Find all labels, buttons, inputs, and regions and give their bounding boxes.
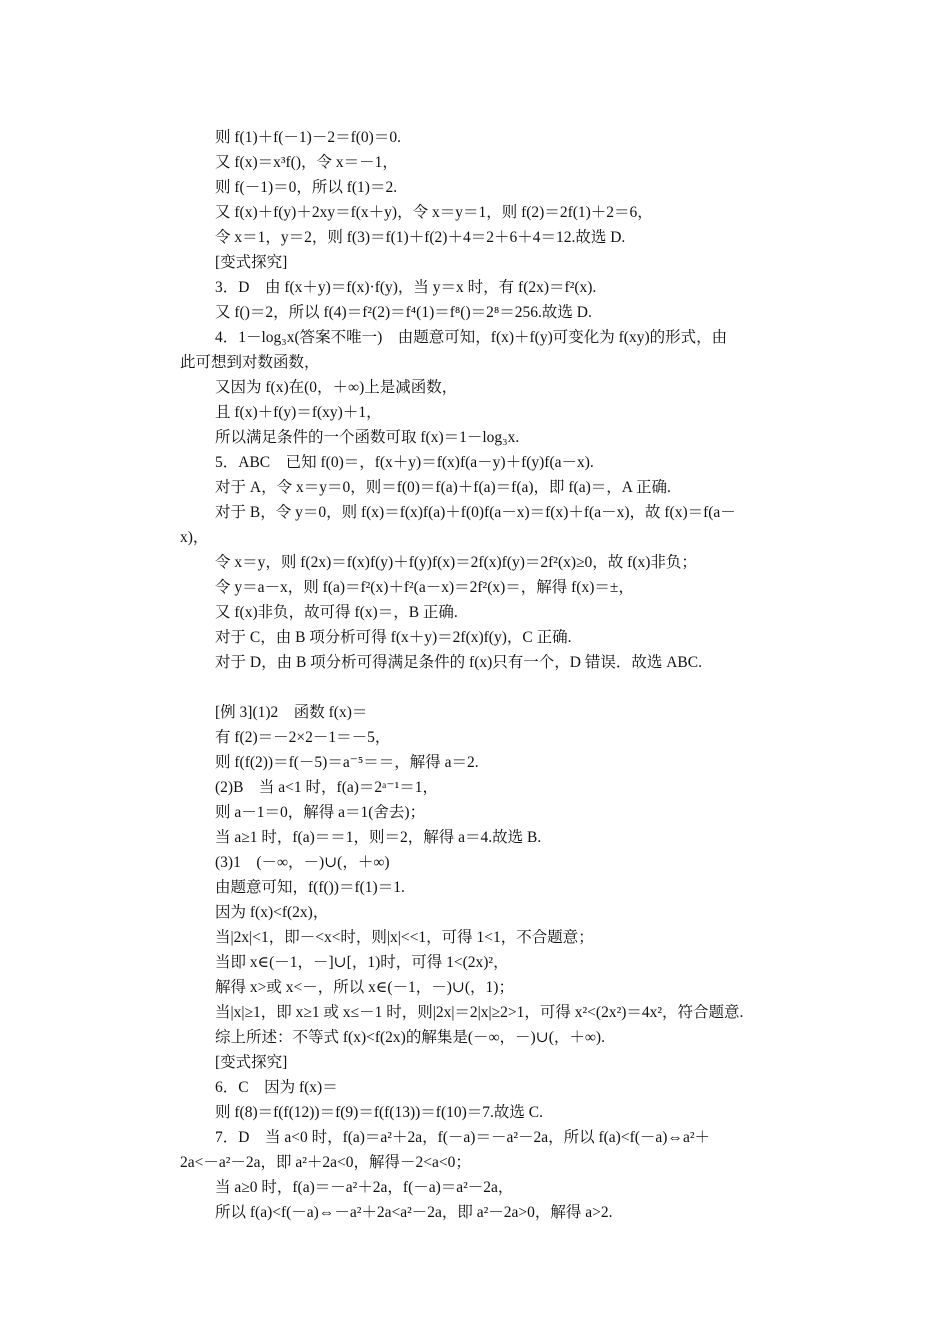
text-line: 则 f(1)＋f(－1)－2＝f(0)＝0.: [215, 129, 401, 146]
text-line: 所以 f(a)<f(－a)⇔－a²＋2a<a²－2a，即 a²－2a>0，解得 a>2.: [215, 1204, 613, 1221]
text-line: x)，: [180, 529, 209, 546]
text-line: [变式探究]: [215, 1054, 288, 1071]
text-line: 则 f(f(2))＝f(－5)＝a⁻⁵＝＝，解得 a＝2.: [215, 754, 479, 771]
text-line: 又 f(x)非负，故可得 f(x)＝，B 正确.: [215, 604, 458, 621]
text-line: 令 x＝y，则 f(2x)＝f(x)f(y)＋f(y)f(x)＝2f(x)f(y)＝2f²(x)≥0，故 f(x)非负；: [215, 554, 697, 571]
text-line: 5．ABC 已知 f(0)＝，f(x＋y)＝f(x)f(a－y)＋f(y)f(a－x).: [215, 454, 594, 471]
text-line: 3．D 由 f(x＋y)＝f(x)·f(y)，当 y＝x 时，有 f(2x)＝f²(x).: [215, 279, 597, 296]
text-line: [变式探究]: [215, 254, 288, 271]
text-line: 又 f(x)＋f(y)＋2xy＝f(x＋y)，令 x＝y＝1，则 f(2)＝2f(1)＋2＝6，: [215, 204, 653, 221]
text-line: 又 f()＝2，所以 f(4)＝f²(2)＝f⁴(1)＝f⁸()＝2⁸＝256.故选 D.: [215, 304, 592, 321]
text-line: 对于 C，由 B 项分析可得 f(x＋y)＝2f(x)f(y)，C 正确.: [215, 629, 572, 646]
text-line: 2a<－a²－2a，即 a²＋2a<0，解得－2<a<0；: [180, 1154, 471, 1171]
text-line: 又因为 f(x)在(0，＋∞)上是减函数，: [215, 379, 458, 396]
text-line: 7．D 当 a<0 时，f(a)＝a²＋2a，f(－a)＝－a²－2a，所以 f(a)<f(－a)⇔a²＋: [215, 1129, 710, 1146]
text-line: (3)1 (－∞，－)∪(，＋∞): [215, 854, 390, 871]
text-line: [例 3](1)2 函数 f(x)＝: [215, 704, 368, 721]
text-line: 令 x＝1，y＝2，则 f(3)＝f(1)＋f(2)＋4＝2＋6＋4＝12.故选 D.: [215, 229, 626, 246]
text-line: 当即 x∈(－1，－]∪[，1)时，可得 1<(2x)²，: [215, 954, 509, 971]
text-line: 此可想到对数函数，: [180, 354, 320, 371]
text-line: 对于 D，由 B 项分析可得满足条件的 f(x)只有一个，D 错误．故选 ABC.: [215, 654, 702, 671]
text-line: 解得 x>或 x<－，所以 x∈(－1，－)∪(，1)；: [215, 979, 514, 996]
text-line: 对于 A，令 x＝y＝0，则＝f(0)＝f(a)＋f(a)＝f(a)，即 f(a)＝，A 正确.: [215, 479, 671, 496]
text-line: 有 f(2)＝－2×2－1＝－5，: [215, 729, 391, 746]
text-line: 因为 f(x)<f(2x)，: [215, 904, 329, 921]
text-line: 6．C 因为 f(x)＝: [215, 1079, 338, 1096]
text-line: 且 f(x)＋f(y)＝f(xy)＋1，: [215, 404, 382, 421]
text-line: 所以满足条件的一个函数可取 f(x)＝1－log₃x.: [215, 429, 520, 446]
text-line: (2)B 当 a<1 时，f(a)＝2ᵃ⁻¹＝1，: [215, 779, 438, 796]
text-line: 对于 B，令 y＝0，则 f(x)＝f(x)f(a)＋f(0)f(a－x)＝f(x)＋f(a－x)，故 f(x)＝f(a－: [215, 504, 736, 521]
text-line: 当 a≥1 时，f(a)＝＝1，则＝2，解得 a＝4.故选 B.: [215, 829, 542, 846]
text-line: 当|2x|<1，即－<x<时，则|x|<<1，可得 1<1，不合题意；: [215, 929, 594, 946]
text-line: 综上所述：不等式 f(x)<f(2x)的解集是(－∞，－)∪(，＋∞).: [215, 1029, 605, 1046]
text-line: 当|x|≥1，即 x≥1 或 x≤－1 时，则|2x|＝2|x|≥2>1，可得 x²<(2x²)＝4x²，符合题意.: [215, 1004, 744, 1021]
text-line: 4．1－log₃x(答案不唯一) 由题意可知，f(x)＋f(y)可变化为 f(xy)的形式，由: [215, 329, 728, 346]
text-line: 令 y＝a－x，则 f(a)＝f²(x)＋f²(a－x)＝2f²(x)＝，解得 f(x)＝±，: [215, 579, 634, 596]
text-line: 又 f(x)＝x³f()，令 x＝－1，: [215, 154, 398, 171]
text-line: 当 a≥0 时，f(a)＝－a²＋2a，f(－a)＝a²－2a，: [215, 1179, 514, 1196]
text-line: 则 a－1＝0，解得 a＝1(舍去)；: [215, 804, 426, 821]
text-line: 则 f(8)＝f(f(12))＝f(9)＝f(f(13))＝f(10)＝7.故选 C.: [215, 1104, 543, 1121]
text-line: 则 f(－1)＝0，所以 f(1)＝2.: [215, 179, 398, 196]
text-line: 由题意可知，f(f())＝f(1)＝1.: [215, 879, 405, 896]
